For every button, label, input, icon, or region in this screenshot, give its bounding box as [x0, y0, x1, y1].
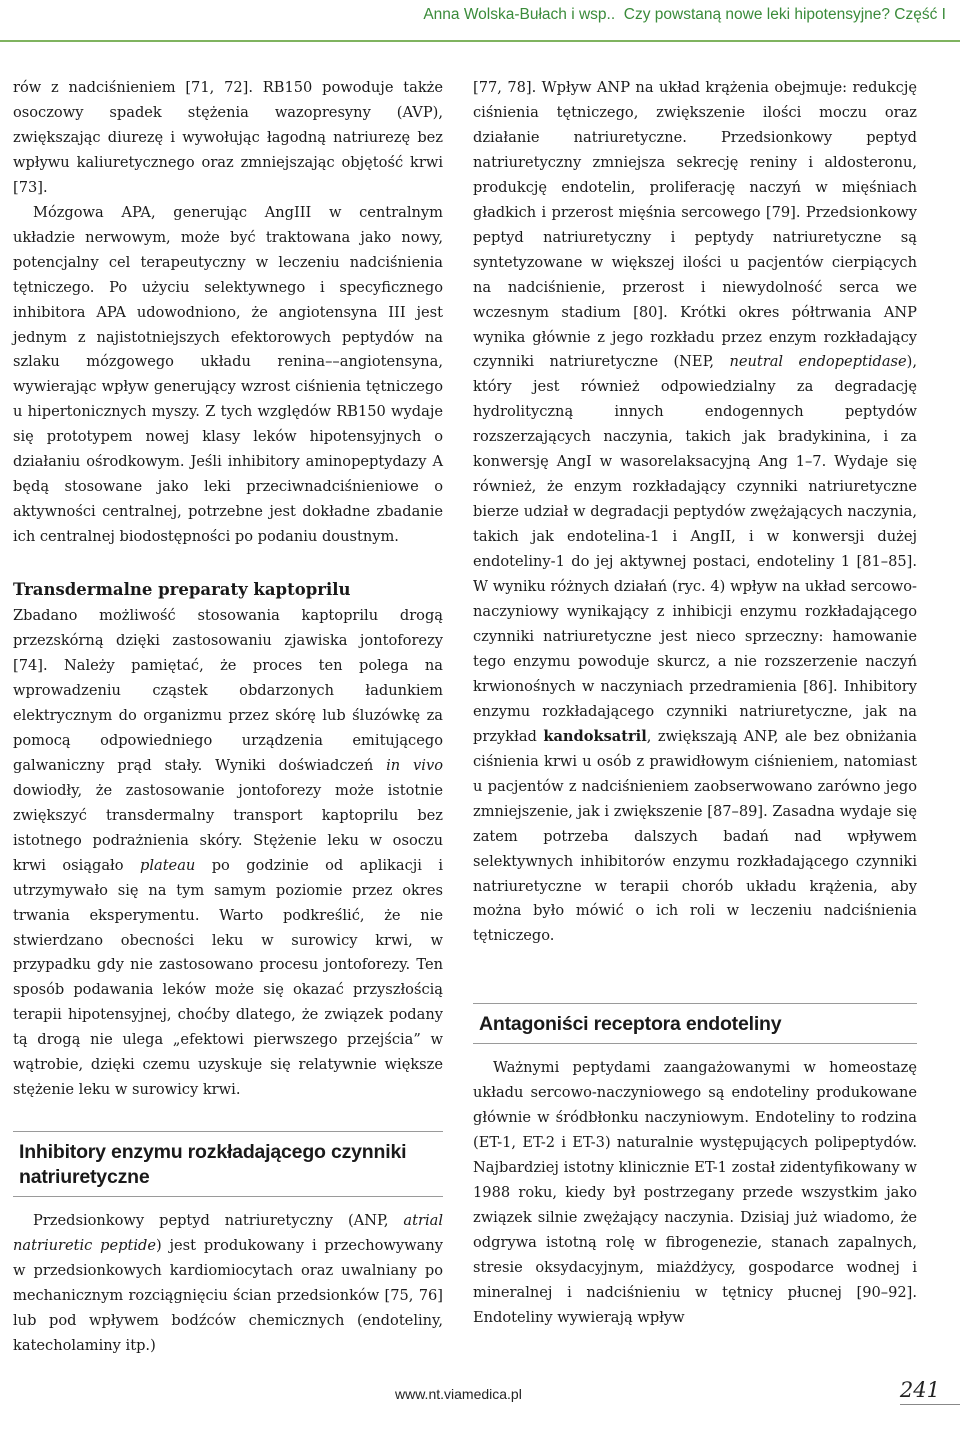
left-column	[13, 76, 443, 1359]
right-column	[473, 76, 917, 1331]
italic-plateau: plateau	[139, 856, 196, 874]
left-paragraph-4: Przedsionkowy peptyd natriuretyczny (ANP, atrial natriuretic peptide) jest produkowany i przechowywany w przedsionkowych kardiomiocytach oraz uwalniany po mechanicznym rozciągnięciu ścian przedsionków [75, 76] lub pod wpływem bodźców chemicznych (endoteliny, katecholaminy itp.)	[13, 1212, 444, 1354]
header-divider	[0, 40, 960, 42]
header-article-title: Czy powstaną nowe leki hipotensyjne? Część I	[623, 6, 946, 23]
right-paragraph-2: Ważnymi peptydami zaangażowanymi w homeostazę układu sercowo-naczyniowego są endoteliny produkowane głównie w śródbłonku naczyniowym. Endoteliny to rodzina (ET-1, ET-2 i ET-3) naturalnie występujących polipeptydów. Najbardziej istotny klinicznie ET-1 został zidentyfikowany w 1988 roku, kiedy był postrzegany przede wszystkim jako związek silnie zwężający naczynia. Dzisiaj już wiadomo, że odgrywa istotną rolę w fibrogenezie, stanach zapalnych, stresie oksydacyjnym, miażdżycy, gospodarce wodnej i mineralnej i nadciśnieniu w tętnicy płucnej [90–92]. Endoteliny wywierają wpływ	[473, 1059, 917, 1326]
section-heading-nep-inhibitors: Inhibitory enzymu rozkładającego czynniki natriuretyczne	[13, 1131, 443, 1197]
section-heading-endothelin-antagonists: Antagoniści receptora endoteliny	[473, 1003, 917, 1044]
running-header: Anna Wolska-Bułach i wsp.. Czy powstaną nowe leki hipotensyjne? Część I	[423, 6, 946, 23]
page-number-rule	[900, 1404, 960, 1405]
italic-atrial-natriuretic-peptide: atrial natriuretic peptide	[13, 1212, 443, 1255]
page-number: 241	[899, 1378, 940, 1402]
left-paragraph-2: Mózgowa APA, generując AngIII w centralnym układzie nerwowym, może być traktowana jako nowy, potencjalny cel terapeutyczny w leczeniu nadciśnienia tętniczego. Po użyciu selektywnego i specyficznego inhibitora APA udowodniono, że angiotensyna III jest jednym z najistotniejszych efektorowych peptydów na szlaku mózgowego układu renina––angiotensyna, wywierając wpływ generujący wzrost ciśnienia tętniczego u hipertonicznych myszy. Z tych względów RB150 wydaje się prototypem nowej klasy leków hipotensyjnych o działaniu ośrodkowym. Jeśli inhibitory aminopeptydazy A będą stosowane jako leki przeciwnadciśnieniowe o aktywności centralnej, potrzebne jest dokładne zbadanie ich centralnej biodostępności po podaniu doustnym.	[13, 203, 443, 546]
italic-in-vivo: in vivo	[386, 756, 443, 774]
left-paragraph-1: rów z nadciśnieniem [71, 72]. RB150 powoduje także osoczowy spadek stężenia wazopresyny (AVP), zwiększając diurezę i wywołując łagodną natriurezę bez wpływu kaliuretycznego oraz zmniejszając objętość krwi [73].	[13, 79, 443, 196]
right-paragraph-1: [77, 78]. Wpływ ANP na układ krążenia obejmuje: redukcję ciśnienia tętniczego, zwiększenie ilości moczu oraz działanie natriuretyczne. Przedsionkowy peptyd natriuretyczny zmniejsza sekrecję reniny i aldosteronu, produkcję endotelin, proliferację naczyń w mięśniach gładkich i przerost mięśnia sercowego [79]. Przedsionkowy peptyd natriuretyczny i peptydy natriuretyczne są syntetyzowane w większej ilości u pacjentów cierpiących na nadciśnienie, przerost i niewydolność serca we wczesnym stadium [80]. Krótki okres półtrwania ANP wynika głównie z jego rozkładu przez enzym rozkładający czynniki natriuretyczne (NEP, neutral endopeptidase), który jest również odpowiedzialny za degradację hydrolityczną innych endogennych peptydów rozszerzających naczynia, takich jak bradykinina, i za konwersję AngI w wasorelaksacyjną Ang 1–7. Wydaje się również, że enzym rozkładający czynniki natriuretyczne bierze udział w degradacji peptydów zwężających naczynia, takich jak endotelina-1 i AngII, i w konwersji dużej endoteliny-1 do jej aktywnej postaci, endoteliny 1 [81–85]. W wyniku różnych działań (ryc. 4) wpływ na układ sercowo-naczyniowy wynikający z inhibicji enzymu rozkładającego czynniki natriuretyczne jest nieco sprzeczny: hamowanie tego enzymu powoduje skurcz, a nie rozszerzenie naczyń krwionośnych w naczyniach przedramienia [86]. Inhibitory enzymu rozkładającego czynniki natriuretyczne, jak na przykład kandoksatril, zwiększają ANP, ale bez obniżania ciśnienia krwi u osób z prawidłowym ciśnieniem, natomiast u pacjentów z nadciśnieniem zaobserwowano zarówno jego zmniejszenie, jak i zwiększenie [87–89]. Zasadna wydaje się zatem potrzeba dalszych badań nad wpływem selektywnych inhibitorów enzymu rozkładającego czynniki natriuretyczne w terapii chorób układu krążenia, aby można było mówić o ich roli w leczeniu nadciśnienia tętniczego.	[473, 79, 917, 945]
left-paragraph-3: Zbadano możliwość stosowania kaptoprilu drogą przezskórną dzięki zastosowaniu zjawiska jontoforezy [74]. Należy pamiętać, że proces ten polega na wprowadzeniu cząstek obdarzonych ładunkiem elektrycznym do organizmu przez skórę lub śluzówkę za pomocą odpowiedniego urządzenia emitującego galwaniczny prąd stały. Wyniki doświadczeń in vivo dowiodły, że zastosowanie jontoforezy może istotnie zwiększyć transdermalny transport kaptoprilu bez istotnego podrażnienia skóry. Stężenie leku w osoczu krwi osiągało plateau po godzinie od aplikacji i utrzymywało się na tym samym poziomie przez okres trwania eksperymentu. Warto podkreślić, że nie stwierdzano obecności leku w surowicy krwi, w przypadku gdy nie zastosowano procesu jontoforezy. Ten sposób podawania leków może się okazać przyszłością terapii hipotensyjnej, choćby dlatego, że związek podany tą drogą nie ulega „efektowi pierwszego przejścia” w wątrobie, dzięki czemu uzyskuje się relatywnie większe stężenie leku w surowicy krwi.	[13, 607, 444, 1099]
header-authors: Anna Wolska-Bułach i wsp.	[423, 6, 611, 23]
subheading-transdermal: Transdermalne preparaty kaptoprilu	[13, 580, 351, 600]
bold-kandoksatril: kandoksatril	[543, 727, 647, 745]
italic-neutral-endopeptidase: neutral endopeptidase	[729, 353, 907, 371]
footer-url: www.nt.viamedica.pl	[395, 1386, 522, 1402]
